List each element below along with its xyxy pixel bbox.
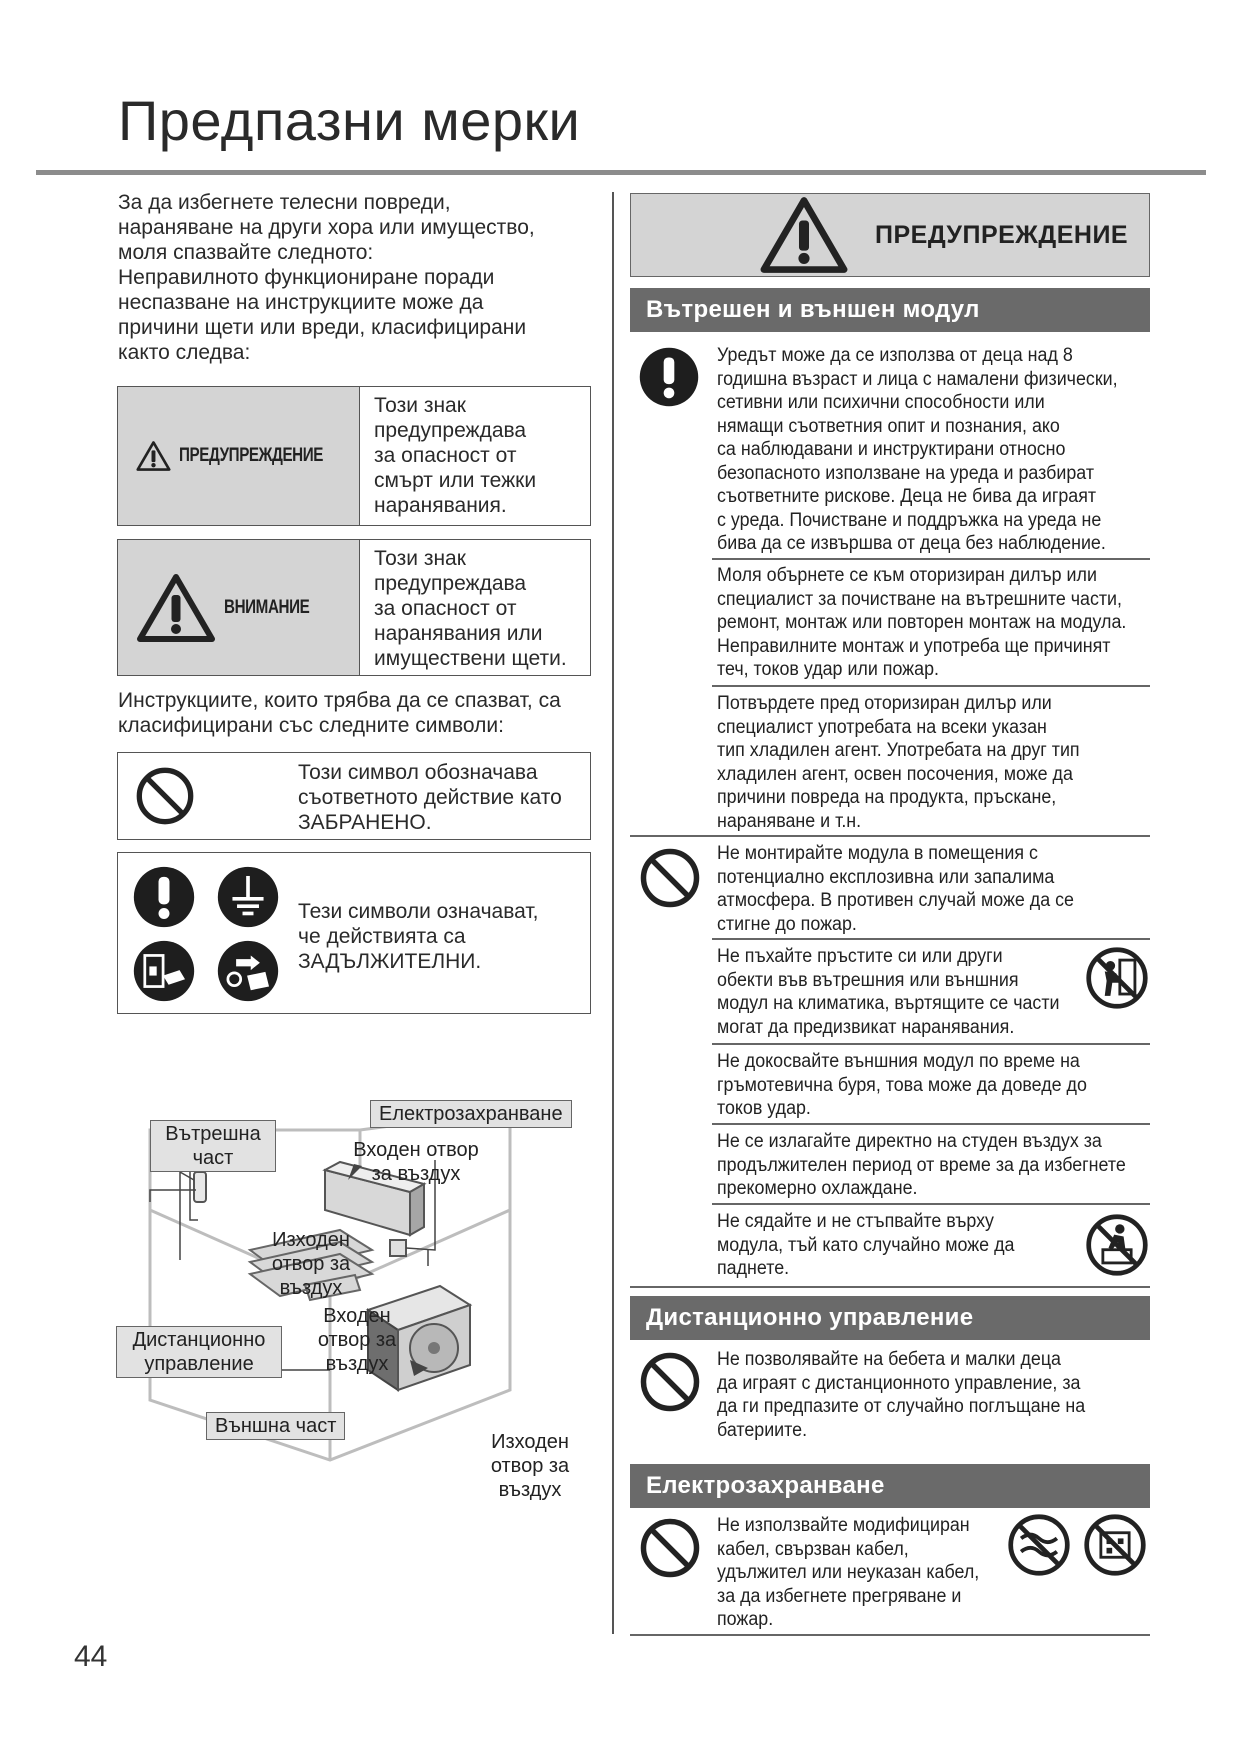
section-heading-remote: Дистанционно управление [630,1296,1150,1340]
indoor-unit-label: Вътрешна част [150,1120,276,1172]
section-heading-units: Вътрешен и външен модул [630,288,1150,332]
units-item-explosive: Не монтирайте модула в помещения с потенциално експлозивна или запалима атмосфера. В противен случай може да се стигне до пожар. [717,843,1074,935]
mandatory-icon [132,865,196,929]
warning-label: ПРЕДУПРЕЖДЕНИЕ [178,445,323,466]
units-item-children: Уредът може да се използва от деца над 8 годишна възраст и лица с намалени физически, сетивни или психични способности или нямащи съответния опит и познания, ако са наблюдавани и инструктирани относно безопасното използване на уреда и разбират съответните рискове. Деца не бива да играят с уреда. Почистване и поддръжка на уреда не бива да се извършва от деца без наблюдение. [717,345,1118,554]
caution-description: Този знак предупреждава за опасност от наранявания или имуществени щети. [374,547,567,670]
warning-triangle-icon [759,196,849,274]
no-modified-cable-icon [1006,1512,1072,1578]
item-divider [630,1286,1150,1288]
title-divider [36,170,1206,175]
ground-icon [216,865,280,929]
disconnect-power-icon [216,939,280,1003]
item-divider [630,1634,1150,1636]
installation-diagram [110,1100,600,1520]
section-heading-power: Електрозахранване [630,1464,1150,1508]
prohibited-icon [638,1516,702,1580]
caution-sign-box [117,539,591,676]
power-supply-label: Електрозахранване [370,1100,572,1128]
units-item-fingers: Не пъхайте пръстите си или други обекти във вътрешния или външния модул на климатика, въртящите се части могат да предизвикат наранявания. [717,946,1060,1038]
air-inlet-top-label: Входен отвор за въздух [353,1139,479,1185]
remote-control-label: Дистанционно управление [116,1326,282,1378]
item-divider [712,685,1150,687]
no-fingers-icon [1084,945,1150,1011]
units-item-refrigerant: Потвърдете пред оторизиран дилър или специалист употребата на всеки указан тип хладилен агент. Употребата на друг тип хладилен агент, освен посочения, може да причини повреда на продукта, пръскане, нараняване и т.н. [717,693,1080,832]
warning-description: Този знак предупреждава за опасност от смърт или тежки наранявания. [374,394,537,517]
prohibited-icon [134,765,196,827]
outdoor-unit-label: Външна част [206,1412,345,1440]
units-item-cold-air: Не се излагайте директно на студен въздух за продължителен период от време за да избегнете прекомерно охлаждане. [717,1131,1126,1199]
warning-sign-panel [118,387,360,525]
warning-banner [630,193,1150,277]
air-outlet-outdoor-label: Изходен отвор за въздух [490,1431,570,1501]
caution-label: ВНИМАНИЕ [224,596,310,618]
instructions-text: Инструкциите, които трябва да се спазват, са класифицирани със следните символи: [118,689,561,737]
page-title: Предпазни мерки [118,89,581,152]
prohibited-symbol-box [117,752,591,840]
item-divider [630,835,1150,837]
mandatory-symbols-box [117,852,591,1014]
prohibited-icon [638,846,702,910]
prohibited-description: Този символ обозначава съответното действие като ЗАБРАНЕНО. [298,761,562,834]
warning-triangle-icon [136,421,171,491]
page-number: 44 [74,1640,108,1673]
column-divider [612,192,614,1634]
item-divider [712,938,1150,940]
caution-sign-panel [118,540,360,675]
units-item-climbing: Не сядайте и не стъпвайте върху модула, тъй като случайно може да паднете. [717,1211,1015,1279]
item-divider [712,1203,1150,1205]
unplug-icon [132,939,196,1003]
air-outlet-indoor-label: Изходен отвор за въздух [271,1229,351,1299]
intro-text: За да избегнете телесни повреди, нараняване на други хора или имущество, моля спазвайте следното: Неправилното функциониране поради неспазване на инструкциите може да причини щети или вреди, класифицирани както следва: [118,191,535,364]
remote-warning-text: Не позволявайте на бебета и малки деца да играят с дистанционното управление, за да ги предпазите от случайно поглъщане на батериите. [717,1349,1086,1441]
warning-banner-label: ПРЕДУПРЕЖДЕНИЕ [875,220,1129,249]
warning-sign-box [117,386,591,526]
air-inlet-outdoor-label: Входен отвор за въздух [317,1305,397,1375]
item-divider [712,1123,1150,1125]
no-climbing-icon [1084,1212,1150,1278]
prohibited-icon [638,1350,702,1414]
item-divider [712,558,1150,560]
units-item-service: Моля обърнете се към оторизиран дилър или специалист за почистване на вътрешните части, ремонт, монтаж или повторен монтаж на модула. Неправилните монтаж и употреба ще причинят теч, токов удар или пожар. [717,565,1127,680]
no-extension-cord-icon [1082,1512,1148,1578]
mandatory-description: Тези символи означават, че действията са ЗАДЪЛЖИТЕЛНИ. [298,900,539,973]
units-item-thunderstorm: Не докосвайте външния модул по време на гръмотевична буря, това може да доведе до токов удар. [717,1051,1087,1119]
mandatory-icon [638,346,700,408]
caution-triangle-icon [136,573,216,643]
item-divider [712,1043,1150,1045]
power-warning-text: Не използвайте модифициран кабел, свързван кабел, удължител или неуказан кабел, за да избегнете прегряване и пожар. [717,1515,980,1630]
